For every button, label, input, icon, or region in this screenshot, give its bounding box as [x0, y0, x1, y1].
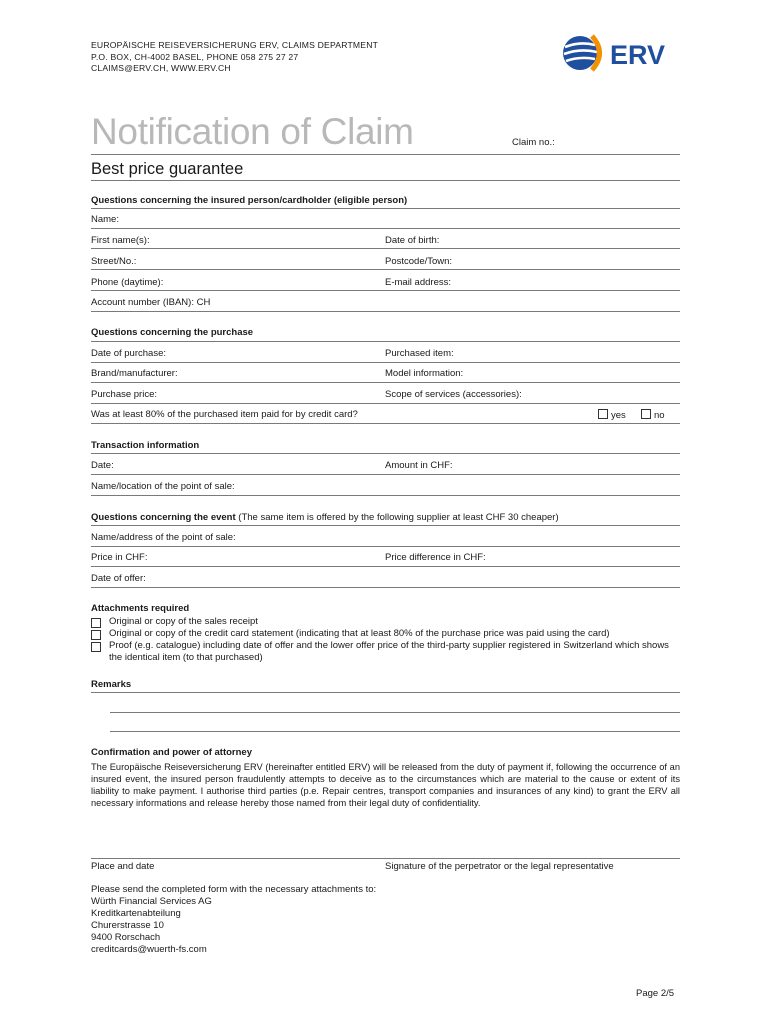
divider — [91, 587, 680, 588]
send-to-line: Churerstrasse 10 — [91, 920, 164, 931]
divider — [91, 692, 680, 693]
field-purchase-price[interactable]: Purchase price: — [91, 389, 158, 400]
address-line: P.O. BOX, CH-4002 BASEL, PHONE 058 275 27 27 — [91, 51, 299, 62]
send-to-intro: Please send the completed form with the necessary attachments to: — [91, 884, 377, 895]
field-supplier-address[interactable]: Name/address of the point of sale: — [91, 532, 236, 543]
signature-label: Signature of the perpetrator or the legal representative — [385, 861, 614, 872]
divider — [91, 474, 680, 475]
event-heading-note: (The same item is offered by the following supplier at least CHF 30 cheaper) — [238, 512, 559, 523]
field-price-difference[interactable]: Price difference in CHF: — [385, 552, 486, 563]
attachment-item[interactable] — [91, 640, 681, 664]
attachment-item[interactable] — [91, 628, 681, 640]
field-date-of-birth[interactable]: Date of birth: — [385, 235, 440, 246]
divider — [91, 546, 680, 547]
divider — [91, 269, 680, 270]
divider — [91, 228, 680, 229]
field-amount-chf[interactable]: Amount in CHF: — [385, 460, 453, 471]
place-and-date-label: Place and date — [91, 861, 155, 872]
divider — [91, 208, 680, 209]
field-phone[interactable]: Phone (daytime): — [91, 277, 164, 288]
field-name[interactable]: Name: — [91, 214, 119, 225]
divider — [91, 248, 680, 249]
divider — [91, 525, 680, 526]
field-first-name[interactable]: First name(s): — [91, 235, 150, 246]
section-heading-transaction: Transaction information — [91, 440, 200, 451]
section-heading-remarks: Remarks — [91, 679, 132, 690]
checkbox-icon — [598, 409, 608, 419]
attachment-item-label: Original or copy of the credit card statement (indicating that at least 80% of the purchase price was paid using the card) — [109, 628, 610, 639]
field-iban[interactable]: Account number (IBAN): CH — [91, 297, 211, 308]
send-to-line: Würth Financial Services AG — [91, 896, 212, 907]
event-heading-text: Questions concerning the event — [91, 512, 236, 523]
form-subtitle: Best price guarantee — [91, 160, 244, 178]
field-brand[interactable]: Brand/manufacturer: — [91, 368, 178, 379]
field-email[interactable]: E-mail address: — [385, 277, 451, 288]
send-to-line: 9400 Rorschach — [91, 932, 161, 943]
checkbox-no-label: no — [654, 410, 665, 421]
divider — [91, 423, 680, 424]
divider — [91, 495, 680, 496]
section-heading-event — [91, 512, 559, 523]
send-to-email[interactable]: creditcards@wuerth-fs.com — [91, 944, 207, 955]
section-heading-attachments: Attachments required — [91, 603, 190, 614]
remarks-line[interactable] — [110, 712, 680, 713]
checkbox-icon — [91, 618, 101, 628]
divider — [91, 341, 680, 342]
field-transaction-date[interactable]: Date: — [91, 460, 114, 471]
page-number: Page 2/5 — [636, 988, 675, 999]
checkbox-icon — [91, 630, 101, 640]
checkbox-yes-label: yes — [611, 410, 626, 421]
page-title: Notification of Claim — [91, 111, 414, 152]
attachments-list — [91, 616, 681, 664]
divider — [91, 311, 680, 312]
erv-logo-mark-icon — [563, 36, 600, 70]
divider — [91, 154, 680, 155]
sender-address — [91, 40, 378, 75]
confirmation-text: The Europäische Reiseversicherung ERV (hereinafter entitled ERV) will be released from the duty of payment if, following the occurrence of an insured event, the insured person fraudulently attempts to deceive as to the circumstances which are material to the cause or extent of its liability to make payment. I authorise third parties (p.e. Repair centres, transport companies and insurances of any kind) to grant the ERV all necessary informations and release hereby those named from their legal duty of confidentiality. — [91, 762, 680, 808]
section-heading-purchase: Questions concerning the purchase — [91, 327, 254, 338]
remarks-line[interactable] — [110, 731, 680, 732]
field-price-chf[interactable]: Price in CHF: — [91, 552, 148, 563]
field-street[interactable]: Street/No.: — [91, 256, 137, 267]
divider — [91, 382, 680, 383]
section-heading-insured: Questions concerning the insured person/cardholder (eligible person) — [91, 195, 408, 206]
divider — [91, 362, 680, 363]
divider — [91, 566, 680, 567]
divider — [91, 453, 680, 454]
field-scope-of-services[interactable]: Scope of services (accessories): — [385, 389, 522, 400]
attachment-item-label: Proof (e.g. catalogue) including date of offer and the lower offer price of the third-party supplier registered in Switzerland which shows the identical item (to that purchased) — [109, 640, 669, 663]
send-to-line: Kreditkartenabteilung — [91, 908, 181, 919]
field-model-information[interactable]: Model information: — [385, 368, 464, 379]
checkbox-icon — [641, 409, 651, 419]
erv-logo-text: ERV — [610, 40, 666, 70]
field-date-of-purchase[interactable]: Date of purchase: — [91, 348, 166, 359]
signature-line[interactable] — [91, 858, 680, 859]
field-date-of-offer[interactable]: Date of offer: — [91, 573, 146, 584]
address-line: CLAIMS@ERV.CH, WWW.ERV.CH — [91, 63, 231, 73]
divider — [91, 403, 680, 404]
divider — [91, 290, 680, 291]
credit-card-question: Was at least 80% of the purchased item paid for by credit card? — [91, 409, 358, 420]
checkbox-yes[interactable] — [598, 409, 626, 421]
field-purchased-item[interactable]: Purchased item: — [385, 348, 454, 359]
field-point-of-sale[interactable]: Name/location of the point of sale: — [91, 481, 235, 492]
attachment-item-label: Original or copy of the sales receipt — [109, 616, 258, 627]
claim-no-label: Claim no.: — [512, 137, 555, 148]
attachment-item[interactable] — [91, 616, 681, 628]
divider — [91, 180, 680, 181]
checkbox-no[interactable] — [641, 409, 665, 421]
address-line: EUROPÄISCHE REISEVERSICHERUNG ERV, CLAIMS DEPARTMENT — [91, 40, 379, 50]
field-postcode-town[interactable]: Postcode/Town: — [385, 256, 453, 267]
erv-logo — [560, 33, 680, 73]
section-heading-confirmation: Confirmation and power of attorney — [91, 747, 252, 758]
send-to-block — [91, 884, 376, 956]
checkbox-icon — [91, 642, 101, 652]
